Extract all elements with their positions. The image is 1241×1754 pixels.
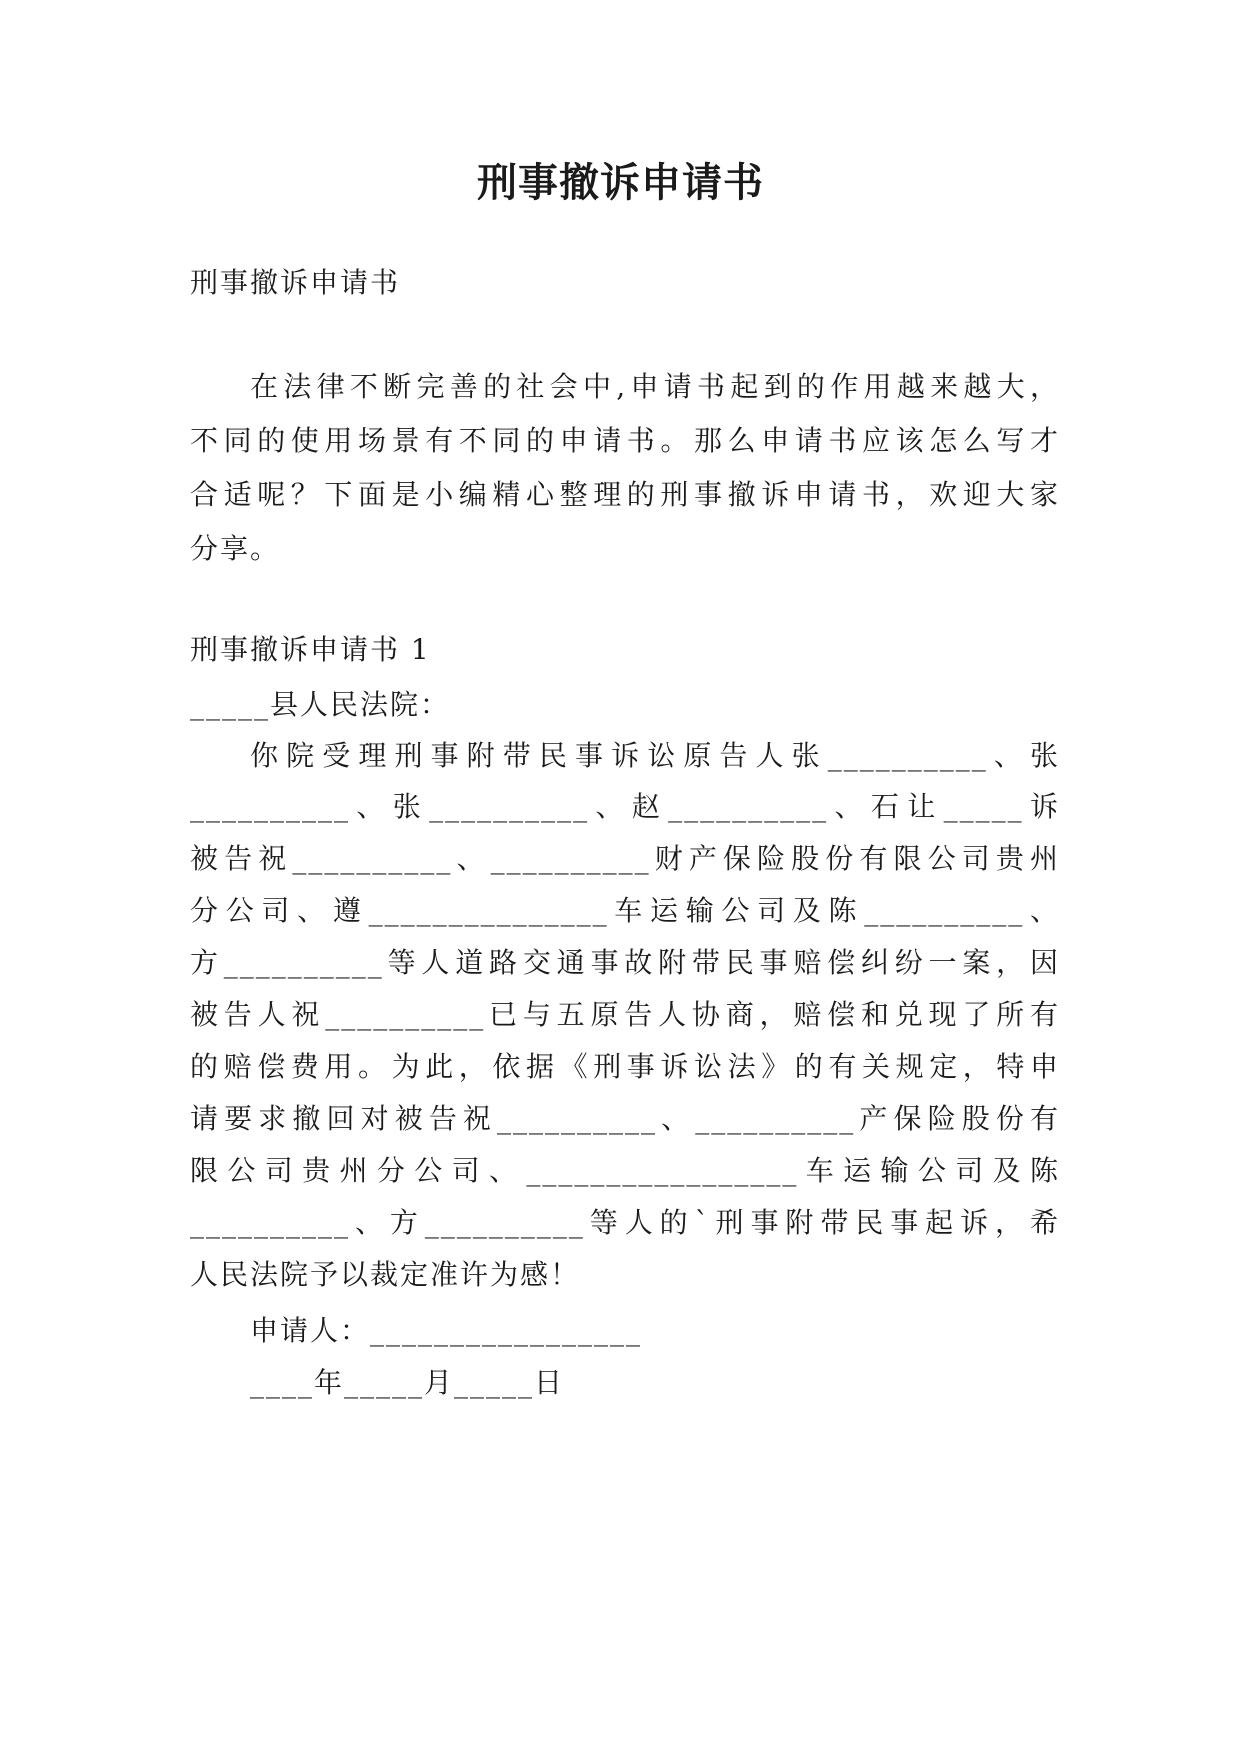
body-line-7: 的赔偿费用。为此，依据《刑事诉讼法》的有关规定，特申 (190, 1050, 1060, 1083)
body-line-8: 请要求撤回对被告祝__________、__________产保险股份有 (190, 1102, 1060, 1135)
body-line-5: 方__________等人道路交通事故附带民事赔偿纠纷一案，因 (190, 946, 1060, 979)
body-line-3: 被告祝__________、__________财产保险股份有限公司贵州 (190, 842, 1060, 875)
body-line-9: 限公司贵州分公司、_________________车运输公司及陈 (190, 1154, 1060, 1187)
document-subtitle: 刑事撤诉申请书 (190, 266, 401, 299)
date-line: ____年_____月_____日 (250, 1366, 565, 1399)
intro-line-2: 不同的使用场景有不同的申请书。那么申请书应该怎么写才 (190, 424, 1060, 457)
intro-line-1: 在法律不断完善的社会中,申请书起到的作用越来越大， (250, 370, 1060, 403)
body-line-6: 被告人祝__________已与五原告人协商，赔偿和兑现了所有 (190, 998, 1060, 1031)
body-line-2: __________、张__________、赵__________、石让_____诉 (190, 790, 1060, 823)
body-line-4: 分公司、遵_______________车运输公司及陈__________、 (190, 894, 1060, 927)
section-heading: 刑事撤诉申请书 1 (190, 633, 431, 666)
body-line-10: __________、方__________等人的`刑事附带民事起诉，希 (190, 1206, 1060, 1239)
court-line: _____县人民法院： (190, 688, 451, 721)
applicant-line: 申请人：_________________ (250, 1314, 643, 1347)
body-line-11: 人民法院予以裁定准许为感！ (190, 1258, 581, 1291)
intro-line-4: 分享。 (190, 532, 281, 565)
intro-line-3: 合适呢？下面是小编精心整理的刑事撤诉申请书，欢迎大家 (190, 478, 1060, 511)
body-line-1: 你院受理刑事附带民事诉讼原告人张__________、张 (250, 739, 1060, 772)
document-title: 刑事撤诉申请书 (477, 160, 764, 206)
